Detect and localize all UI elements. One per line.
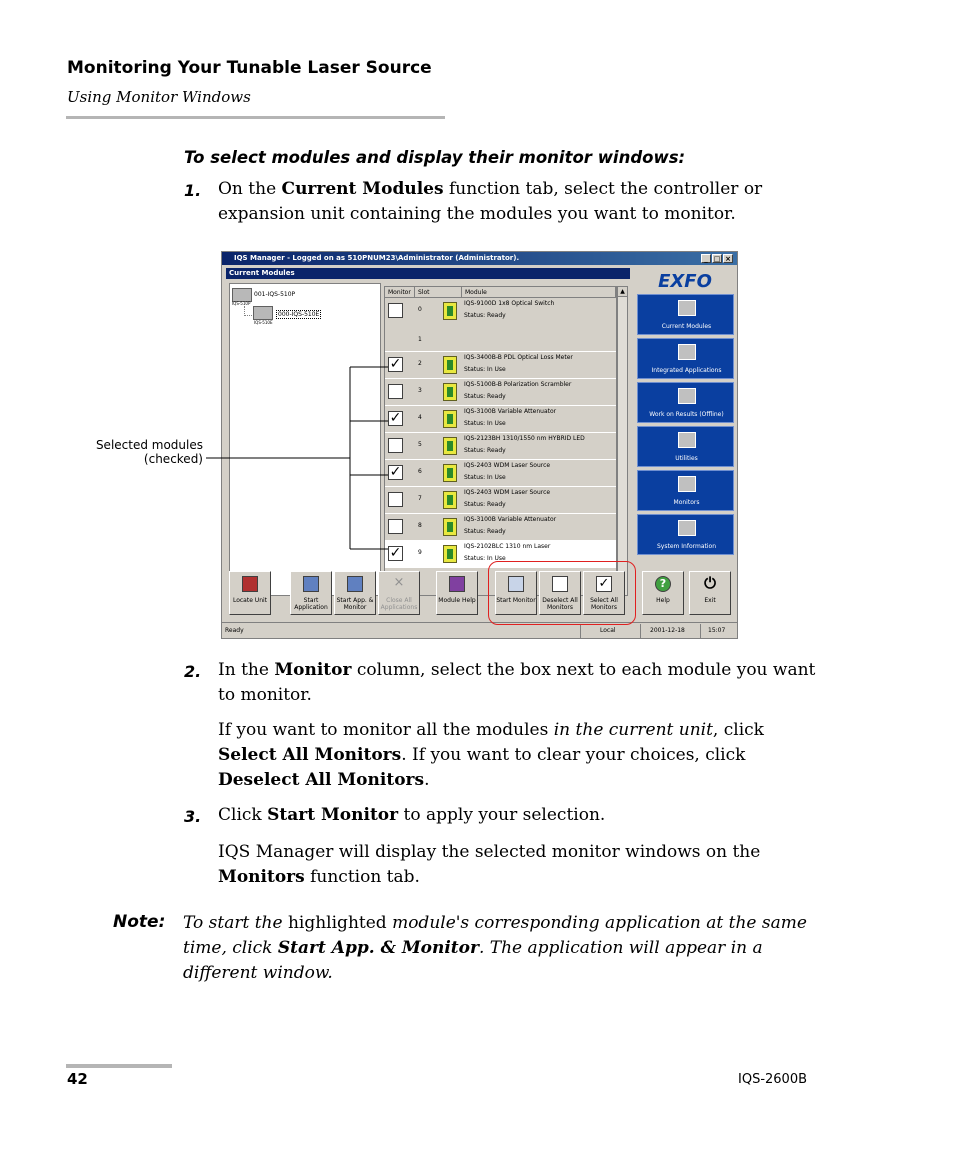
table-row bbox=[385, 460, 616, 487]
button-label: Deselect All Monitors bbox=[542, 597, 578, 611]
slot-number: 6 bbox=[418, 468, 422, 475]
tab-label: Current Modules bbox=[661, 323, 712, 330]
button-label: Close All Applications bbox=[380, 597, 418, 611]
module-name: IQS-2123BH 1310/1550 nm HYBRID LED bbox=[464, 435, 585, 442]
callout-line: (checked) bbox=[143, 452, 203, 466]
module-name: IQS-5100B-B Polarization Scrambler bbox=[464, 381, 572, 388]
module-icon bbox=[443, 491, 457, 509]
system-info-icon bbox=[678, 520, 696, 536]
module-status: Status: Ready bbox=[464, 528, 506, 535]
tab-monitors[interactable] bbox=[637, 470, 734, 511]
applications-icon bbox=[678, 344, 696, 360]
slot-number: 8 bbox=[418, 522, 422, 529]
table-row bbox=[385, 379, 616, 406]
module-icon bbox=[443, 383, 457, 401]
slot-number: 2 bbox=[418, 360, 422, 367]
locate-unit-button[interactable] bbox=[229, 571, 271, 615]
module-help-button[interactable] bbox=[436, 571, 478, 615]
status-text: Ready bbox=[225, 627, 244, 634]
status-time: 15:07 bbox=[708, 627, 726, 634]
module-icon bbox=[443, 356, 457, 374]
table-row bbox=[385, 514, 616, 541]
function-sidebar bbox=[634, 268, 736, 558]
note-text: To start the highlighted module's corresponding application at the same time, click Start App. & Monitor. The application will appear in a different window. bbox=[183, 913, 807, 983]
col-monitor: Monitor bbox=[385, 287, 415, 298]
monitor-checkbox[interactable] bbox=[388, 438, 403, 453]
window-titlebar bbox=[222, 252, 737, 265]
status-divider bbox=[640, 624, 641, 638]
tab-label: System Information bbox=[656, 543, 716, 550]
monitor-checkbox[interactable]: ✓ bbox=[389, 545, 402, 561]
tab-label: Integrated Applications bbox=[651, 367, 722, 374]
monitor-checkbox[interactable]: ✓ bbox=[389, 356, 402, 372]
panel-title: Current Modules bbox=[226, 268, 630, 279]
status-divider bbox=[700, 624, 701, 638]
tree-child[interactable]: 000-IQS-510E bbox=[278, 311, 320, 318]
button-label: Help bbox=[656, 597, 670, 604]
callout-lines bbox=[200, 360, 390, 555]
slot-number: 4 bbox=[418, 414, 422, 421]
maximize-icon[interactable]: □ bbox=[713, 255, 721, 263]
highlight-box bbox=[488, 561, 636, 625]
tab-utilities[interactable] bbox=[637, 426, 734, 467]
module-name: IQS-3100B Variable Attenuator bbox=[464, 408, 557, 415]
start-application-button[interactable] bbox=[290, 571, 332, 615]
module-status: Status: Ready bbox=[464, 501, 506, 508]
tab-label: Utilities bbox=[675, 455, 698, 462]
exfo-logo: EXFO bbox=[658, 271, 712, 292]
table-row bbox=[385, 487, 616, 514]
button-label: Exit bbox=[704, 597, 716, 604]
monitor-checkbox[interactable]: ✓ bbox=[389, 464, 402, 480]
help-button[interactable] bbox=[642, 571, 684, 615]
module-name: IQS-2403 WDM Laser Source bbox=[464, 462, 551, 469]
tab-label: Work on Results (Offline) bbox=[649, 411, 724, 418]
tab-label: Monitors bbox=[673, 499, 700, 506]
close-all-applications-button[interactable] bbox=[378, 571, 420, 615]
page-header-title: Monitoring Your Tunable Laser Source bbox=[67, 58, 432, 78]
col-module: Module bbox=[462, 287, 616, 298]
monitor-checkbox[interactable] bbox=[388, 519, 403, 534]
header-divider bbox=[66, 116, 445, 119]
tree-root[interactable]: 001-IQS-510P bbox=[254, 291, 296, 298]
slot-number: 5 bbox=[418, 441, 422, 448]
tab-integrated-applications[interactable] bbox=[637, 338, 734, 379]
button-label: Start Application bbox=[294, 597, 328, 611]
page-header-subtitle: Using Monitor Windows bbox=[67, 88, 251, 106]
grid-scrollbar[interactable] bbox=[617, 286, 628, 596]
close-all-icon: × bbox=[393, 575, 405, 590]
tab-current-modules[interactable] bbox=[637, 294, 734, 335]
module-status: Status: Ready bbox=[464, 312, 506, 319]
start-application-icon bbox=[303, 576, 319, 592]
status-date: 2001-12-18 bbox=[650, 627, 685, 634]
module-help-icon bbox=[449, 576, 465, 592]
monitors-icon bbox=[678, 476, 696, 492]
window-title: IQS Manager - Logged on as 510PNUM23\Administrator (Administrator). bbox=[234, 254, 520, 262]
callout-label bbox=[70, 438, 203, 466]
module-icon bbox=[443, 410, 457, 428]
results-icon bbox=[678, 388, 696, 404]
module-grid bbox=[384, 286, 617, 596]
monitor-checkbox[interactable] bbox=[388, 303, 403, 318]
button-label: Start Monitor bbox=[496, 597, 536, 604]
step-number: 3. bbox=[184, 807, 202, 826]
module-status: Status: In Use bbox=[464, 420, 506, 427]
minimize-icon[interactable]: _ bbox=[701, 254, 711, 263]
scroll-up-icon[interactable]: ▲ bbox=[618, 287, 627, 297]
note-label: Note: bbox=[113, 912, 166, 932]
module-icon bbox=[443, 518, 457, 536]
procedure-title: To select modules and display their monitor windows: bbox=[184, 148, 686, 167]
tree-connector bbox=[244, 315, 252, 317]
button-label: Start App. & Monitor bbox=[336, 597, 374, 611]
module-icon bbox=[443, 464, 457, 482]
start-app-monitor-button[interactable] bbox=[334, 571, 376, 615]
module-status: Status: Ready bbox=[464, 393, 506, 400]
module-name: IQS-9100D 1x8 Optical Switch bbox=[464, 300, 555, 307]
tab-system-information[interactable] bbox=[637, 514, 734, 555]
table-row bbox=[385, 433, 616, 460]
page-number: 42 bbox=[67, 1070, 88, 1088]
button-label: Locate Unit bbox=[232, 597, 268, 604]
module-status: Status: Ready bbox=[464, 447, 506, 454]
modules-icon bbox=[678, 300, 696, 316]
footer-divider bbox=[66, 1064, 172, 1068]
button-label: Module Help bbox=[438, 597, 476, 604]
module-status: Status: In Use bbox=[464, 366, 506, 373]
product-name: IQS-2600B bbox=[738, 1072, 808, 1087]
slot-number: 9 bbox=[418, 549, 422, 556]
step-text: On the Current Modules function tab, select the controller or expansion unit containing the modules you want to monitor. bbox=[218, 179, 763, 224]
slot-number: 1 bbox=[418, 336, 422, 343]
module-status: Status: In Use bbox=[464, 474, 506, 481]
tab-work-on-results[interactable] bbox=[637, 382, 734, 423]
help-icon: ? bbox=[655, 576, 671, 592]
monitor-checkbox[interactable] bbox=[388, 492, 403, 507]
power-icon: ⏻ bbox=[704, 574, 716, 592]
table-row bbox=[385, 406, 616, 433]
locate-unit-icon bbox=[242, 576, 258, 592]
module-name: IQS-2102BLC 1310 nm Laser bbox=[464, 543, 551, 550]
module-icon bbox=[443, 545, 457, 563]
step-detail: If you want to monitor all the modules in the current unit, click Select All Monitors. If you want to clear your choices, click Deselect All Monitors. bbox=[218, 720, 764, 790]
monitor-checkbox[interactable] bbox=[388, 384, 403, 399]
module-name: IQS-2403 WDM Laser Source bbox=[464, 489, 551, 496]
module-icon bbox=[443, 302, 457, 320]
button-label: Select All Monitors bbox=[590, 597, 618, 611]
slot-number: 0 bbox=[418, 306, 422, 313]
status-bar bbox=[222, 622, 737, 639]
status-divider bbox=[580, 624, 581, 638]
callout-line: Selected modules bbox=[95, 438, 203, 452]
tree-child-small: IQS-510E bbox=[254, 320, 273, 325]
monitor-checkbox[interactable]: ✓ bbox=[389, 410, 402, 426]
utilities-icon bbox=[678, 432, 696, 448]
col-slot: Slot bbox=[415, 287, 462, 298]
step-text: In the Monitor column, select the box next to each module you want to monitor. bbox=[218, 660, 816, 705]
slot-number: 7 bbox=[418, 495, 422, 502]
exit-button[interactable] bbox=[689, 571, 731, 615]
step-number: 1. bbox=[184, 181, 202, 200]
table-row bbox=[385, 352, 616, 379]
module-name: IQS-3100B Variable Attenuator bbox=[464, 516, 557, 523]
step-number: 2. bbox=[184, 662, 202, 681]
unit-icon bbox=[253, 306, 273, 320]
module-icon bbox=[443, 437, 457, 455]
tree-root-small: IQS-510P bbox=[232, 301, 251, 306]
module-name: IQS-3400B-B PDL Optical Loss Meter bbox=[464, 354, 573, 361]
step-text: Click Start Monitor to apply your selection. bbox=[218, 805, 606, 825]
status-mode: Local bbox=[600, 627, 616, 634]
checked-checkbox-icon: ✓ bbox=[596, 576, 612, 592]
close-icon[interactable]: × bbox=[723, 254, 733, 263]
slot-number: 3 bbox=[418, 387, 422, 394]
module-status: Status: In Use bbox=[464, 555, 506, 562]
unit-icon bbox=[232, 288, 252, 302]
table-row bbox=[385, 298, 616, 352]
step-detail: IQS Manager will display the selected monitor windows on the Monitors function tab. bbox=[218, 842, 761, 887]
start-app-monitor-icon bbox=[347, 576, 363, 592]
